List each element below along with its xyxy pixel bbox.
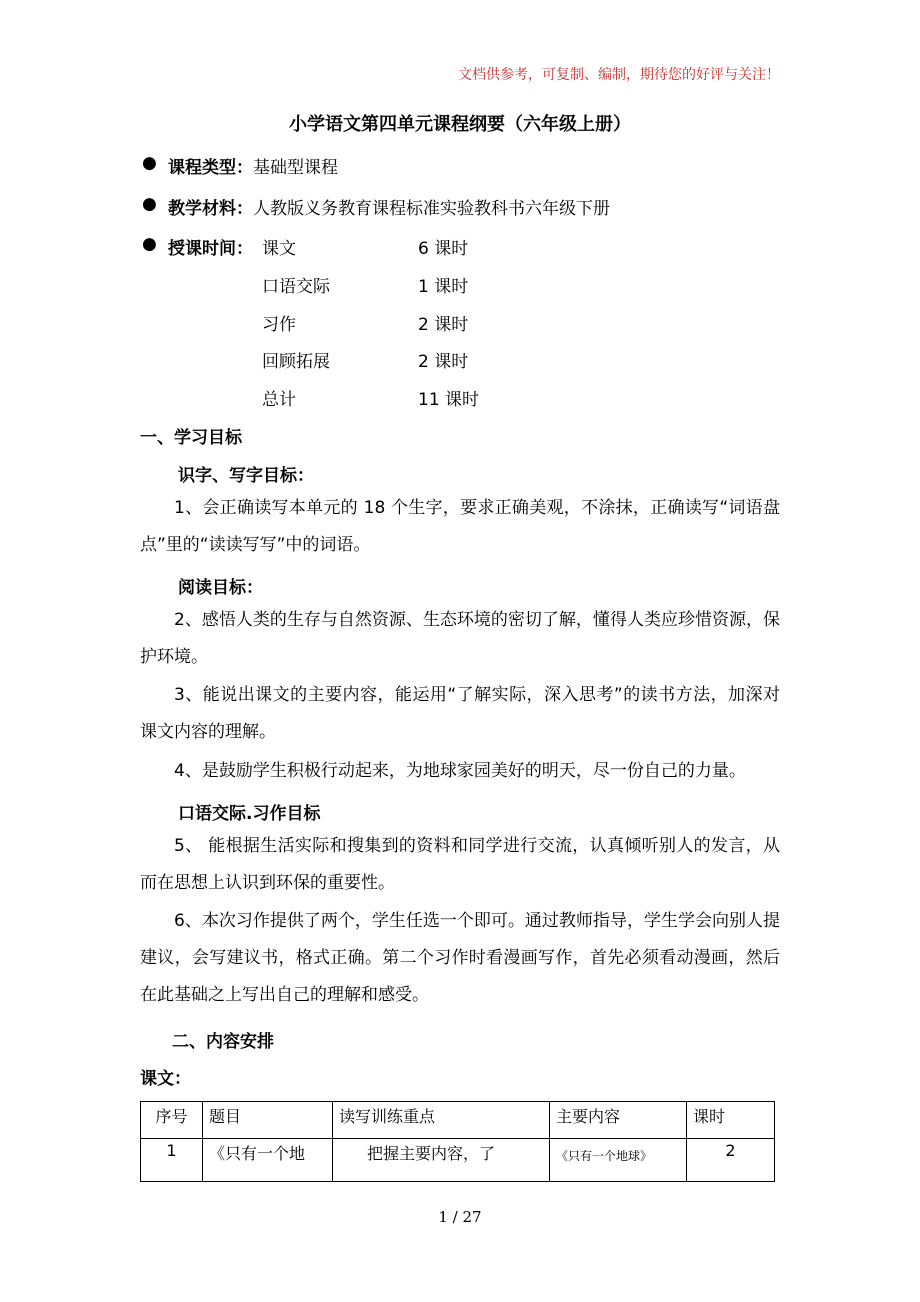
subsection-heading: 阅读目标： — [178, 578, 263, 598]
table-header-cell: 读写训练重点 — [333, 1102, 550, 1139]
paragraph: 4、是鼓励学生积极行动起来，为地球家园美好的明天，尽一份自己的力量。 — [174, 761, 746, 781]
table-header-cell: 主要内容 — [550, 1102, 687, 1139]
paragraph: 5、 能根据生活实际和搜集到的资料和同学进行交流，认真倾听别人的发言，从而在思想上认识到环保的重要性。 — [140, 836, 780, 893]
schedule-hours: 6 课时 — [418, 239, 469, 259]
course-type-value: 基础型课程 — [253, 158, 338, 178]
material-value: 人教版义务教育课程标准实验教科书六年级下册 — [253, 199, 610, 219]
table-cell: 《只有一个地 — [203, 1139, 333, 1182]
time-label: 授课时间： — [168, 239, 253, 259]
schedule-hours: 2 课时 — [418, 352, 469, 372]
schedule-hours: 1 课时 — [418, 277, 469, 297]
table-header-cell: 序号 — [141, 1102, 203, 1139]
table-header-row — [141, 1102, 775, 1139]
course-type-label: 课程类型： — [168, 158, 253, 178]
document-title: 小学语文第四单元课程纲要（六年级上册） — [289, 114, 631, 135]
schedule-item: 总计 — [262, 390, 296, 410]
paragraph: 1、会正确读写本单元的 18 个生字，要求正确美观，不涂抹，正确读写“词语盘点”里的“读读写写”中的词语。 — [140, 498, 780, 555]
course-type — [168, 153, 338, 178]
table-header-cell: 题目 — [203, 1102, 333, 1139]
paragraph: 6、本次习作提供了两个，学生任选一个即可。通过教师指导，学生学会向别人提建议，会写建议书，格式正确。第二个习作时看漫画写作，首先必须看动漫画，然后在此基础之上写出自己的理解和感受。 — [140, 911, 780, 1005]
bullet-icon: ● — [142, 153, 157, 173]
table-header-cell: 课时 — [687, 1102, 775, 1139]
schedule-item: 习作 — [262, 315, 296, 335]
section-heading: 一、学习目标 — [140, 428, 242, 448]
material-label: 教学材料： — [168, 199, 253, 219]
watermark: 文档供参考，可复制、编制，期待您的好评与关注！ — [458, 67, 780, 83]
schedule-item: 课文 — [262, 239, 296, 259]
subsection-heading: 口语交际.习作目标 — [178, 804, 321, 824]
schedule-item: 回顾拓展 — [262, 352, 330, 372]
paragraph: 2、感悟人类的生存与自然资源、生态环境的密切了解，懂得人类应珍惜资源，保护环境。 — [140, 610, 780, 667]
subsection-heading: 课文： — [140, 1069, 191, 1089]
paragraph: 3、能说出课文的主要内容，能运用“了解实际，深入思考”的读书方法，加深对课文内容的理解。 — [140, 685, 780, 742]
course-table — [140, 1101, 775, 1182]
schedule-hours: 2 课时 — [418, 315, 469, 335]
table-cell: 1 — [141, 1139, 203, 1182]
table-cell: 《只有一个地球》 — [550, 1139, 687, 1182]
schedule-item: 口语交际 — [262, 277, 330, 297]
table-cell: 把握主要内容，了 — [333, 1139, 550, 1182]
table-cell: 2 — [687, 1139, 775, 1182]
schedule-hours: 11 课时 — [418, 390, 480, 410]
page-number: 1 / 27 — [438, 1208, 482, 1226]
bullet-icon: ● — [142, 194, 157, 214]
material — [168, 194, 610, 219]
section-heading: 二、内容安排 — [172, 1032, 274, 1052]
bullet-icon: ● — [142, 234, 157, 254]
table-row — [141, 1139, 775, 1182]
subsection-heading: 识字、写字目标： — [178, 466, 314, 486]
